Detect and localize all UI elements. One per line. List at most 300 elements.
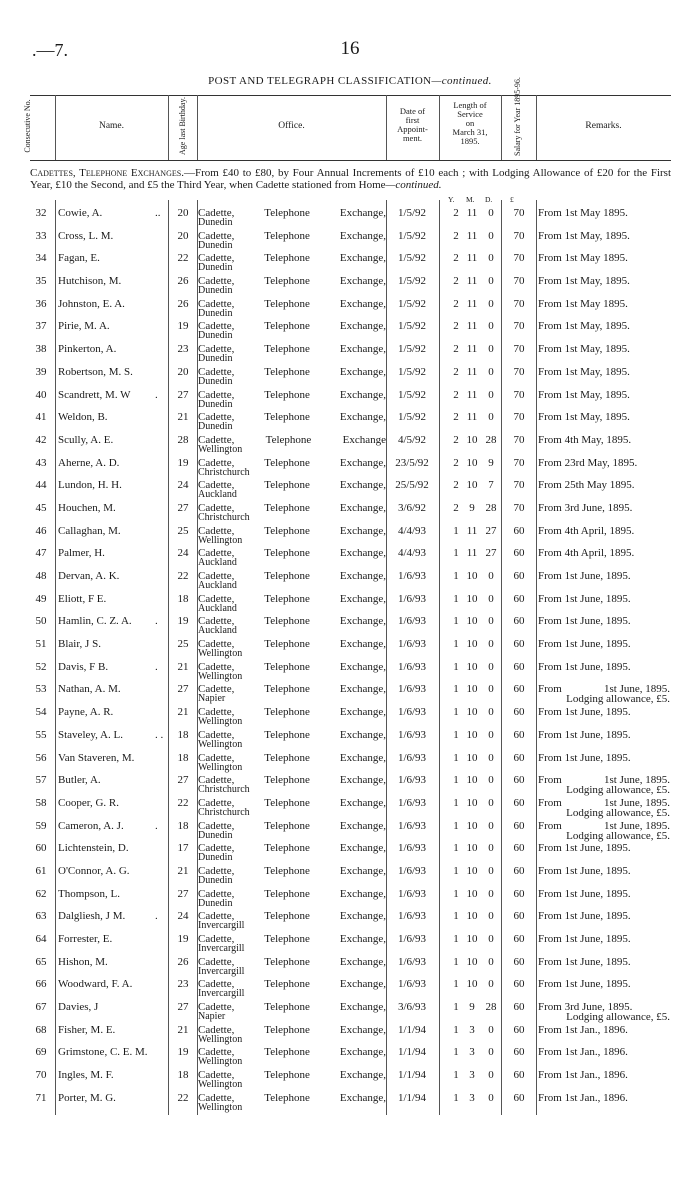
page-number: 16 [340,38,360,59]
row-age: 20 [177,229,189,242]
table-row [30,500,671,523]
row-office-word: Exchange, [339,1023,386,1036]
row-remark-part: From 1st Jan., 1896. [538,1091,628,1104]
row-appointment-date: 23/5/92 [395,456,429,469]
row-salary: 60 [513,706,525,719]
row-remark-part: 1st June, 1895. [604,774,670,787]
row-salary: 70 [513,365,525,378]
row-office-word: Telephone [264,728,310,741]
section-heading: Cadettes, Telephone Exchanges. [30,167,184,179]
row-office-word: Exchange, [339,547,386,560]
row-service-years: 1 [453,1091,459,1104]
row-appointment-date: 1/6/93 [397,887,427,900]
row-salary: 60 [513,524,525,537]
row-service-months: 11 [466,252,478,265]
row-service-months: 10 [466,842,478,855]
row-salary: 70 [513,229,525,242]
row-remark-part: From 25th May 1895. [538,479,635,492]
row-service-months: 10 [466,479,478,492]
row-number: 67 [35,1001,47,1014]
row-salary: 70 [513,320,525,333]
row-service-years: 2 [453,433,459,446]
row-service-days: 27 [485,547,497,560]
row-name: Cameron, A. J. [58,819,124,832]
row-office-word: Telephone [264,819,310,832]
row-number: 39 [35,365,47,378]
header-date-line: Appoint- [397,124,428,134]
row-name: Cooper, G. R. [58,796,119,809]
row-name: Aherne, A. D. [58,456,120,469]
row-office-word: Cadette, [198,320,235,333]
row-salary: 60 [513,1023,525,1036]
row-name: Eliott, F E. [58,592,107,605]
row-remark [538,502,670,514]
row-office [198,638,386,650]
row-office-word: Telephone [264,570,310,582]
row-office [198,434,386,446]
row-name: Ingles, M. F. [58,1069,114,1082]
row-service-years: 2 [453,275,459,288]
row-appointment-date: 4/4/93 [397,524,427,537]
row-service-years: 2 [453,388,459,401]
row-remark-part: From 1st June, 1895. [538,615,631,628]
row-office-word: Cadette, [198,1091,235,1104]
row-number: 71 [35,1091,47,1104]
row-service-months: 11 [466,411,478,424]
row-remark [538,320,670,332]
row-number: 41 [35,411,47,424]
row-service-years: 2 [453,365,459,378]
row-office-word: Cadette, [198,774,235,787]
row-age: 28 [177,433,189,446]
row-office [198,411,386,423]
row-appointment-date: 1/6/93 [397,660,427,673]
unit-days: D. [485,195,493,204]
row-office-place: Wellington [198,1079,243,1091]
row-office [198,1046,386,1058]
row-office-word: Exchange, [339,978,386,991]
row-appointment-date: 1/6/93 [397,706,427,719]
row-remark-part: From 1st May 1895. [538,252,628,265]
row-office-word: Cadette, [198,1001,235,1014]
row-office-word: Telephone [264,842,310,855]
row-number: 68 [35,1023,47,1036]
row-remark [538,797,670,809]
row-service-months: 10 [466,819,478,832]
table-row [30,341,671,364]
row-age: 22 [177,252,189,265]
row-office-word: Exchange, [339,207,386,219]
row-office-place: Dunedin [198,829,233,841]
row-number: 64 [35,933,47,945]
row-office-place: Dunedin [198,398,233,410]
row-salary: 60 [513,1001,525,1014]
row-appointment-date: 1/6/93 [397,728,427,741]
row-office-word: Exchange, [339,320,386,333]
row-office-word: Cadette, [198,456,235,469]
row-office-word: Exchange, [339,638,386,651]
header-remarks: Remarks. [585,121,622,131]
row-service-months: 10 [466,683,478,696]
row-service-years: 2 [453,297,459,310]
row-office-place: Dunedin [198,330,233,342]
table-row [30,591,671,614]
row-name: Dalgliesh, J M. [58,910,126,923]
row-remark [538,1001,670,1013]
row-appointment-date: 1/6/93 [397,638,427,651]
row-number: 48 [35,570,47,582]
row-remark [538,389,670,401]
row-remark [538,752,670,764]
row-age: 27 [177,1001,189,1014]
row-number: 70 [35,1069,47,1082]
section-text: —From £40 to £80, by Four Annual Increments of £10 each ; with Lodging Allowance of £20 for the First Year, £10 the Second, and £5 the Third Year, when Cadette stationed from Home [30,167,672,191]
row-office-word: Telephone [264,1069,310,1082]
row-service-days: 0 [488,388,494,401]
row-service-months: 10 [466,751,478,764]
row-age: 18 [177,751,189,764]
row-remark-part: From 1st May 1895. [538,207,628,219]
row-service-years: 1 [453,547,459,560]
row-remark-part: 1st June, 1895. [604,683,670,696]
table-row [30,750,671,773]
row-salary: 60 [513,683,525,696]
row-name: Dervan, A. K. [58,570,120,582]
row-appointment-date: 1/1/94 [397,1046,427,1059]
row-remark [538,366,670,378]
row-age: 27 [177,683,189,696]
row-name: Woodward, F. A. [58,978,133,991]
row-salary: 70 [513,252,525,265]
table-row [30,387,671,410]
row-office-word: Telephone [264,978,310,991]
table-row [30,999,671,1022]
row-office [198,1069,386,1081]
row-office-word: Exchange, [339,842,386,855]
row-age: 26 [177,275,189,288]
row-office-word: Telephone [264,1046,310,1059]
row-number: 36 [35,297,47,310]
row-remark-part: From 1st June, 1895. [538,706,631,719]
table-row [30,818,671,841]
row-office-place: Christchurch [198,511,250,523]
row-appointment-date: 1/6/93 [397,842,427,855]
section-continued: —continued. [385,179,442,191]
row-office-place: Invercargill [198,988,245,1000]
row-name: Pirie, M. A. [58,320,110,333]
row-age: 22 [177,796,189,809]
row-salary: 60 [513,864,525,877]
row-office [198,230,386,242]
row-office-word: Cadette, [198,638,235,651]
row-age: 19 [177,933,189,945]
row-office-word: Telephone [264,524,310,537]
row-office-word: Telephone [264,592,310,605]
row-remark [538,683,670,695]
row-appointment-date: 1/1/94 [397,1023,427,1036]
row-name: Callaghan, M. [58,524,121,537]
row-remark-part: From 1st June, 1895. [538,728,631,741]
row-name: Blair, J S. [58,638,101,651]
row-appointment-date: 1/5/92 [397,411,427,424]
row-office [198,389,386,401]
table-row [30,772,671,795]
row-office [198,820,386,832]
row-salary: 70 [513,433,525,446]
row-remark-part: From 1st June, 1895. [538,864,631,877]
row-office [198,252,386,264]
row-service-years: 1 [453,1069,459,1082]
row-remark-part: From 1st June, 1895. [538,933,631,945]
row-service-days: 0 [488,252,494,265]
row-service-years: 1 [453,706,459,719]
row-service-days: 0 [488,1046,494,1059]
row-name: Porter, M. G. [58,1091,116,1104]
row-office [198,1024,386,1036]
row-remark-part: From [538,819,562,832]
row-office-place: Dunedin [198,421,233,433]
row-service-days: 0 [488,706,494,719]
row-remark-part: From 1st June, 1895. [538,887,631,900]
row-salary: 60 [513,638,525,651]
table-row [30,908,671,931]
row-office-word: Cadette, [198,275,235,288]
row-office-place: Wellington [198,1101,243,1113]
row-service-years: 1 [453,933,459,945]
row-salary: 60 [513,774,525,787]
row-number: 46 [35,524,47,537]
row-office-place: Auckland [198,580,237,591]
row-number: 65 [35,955,47,968]
row-service-days: 0 [488,955,494,968]
row-number: 62 [35,887,47,900]
row-remark [538,275,670,287]
row-age: 21 [177,1023,189,1036]
row-office-word: Exchange, [339,660,386,673]
row-office-word: Telephone [264,660,310,673]
row-appointment-date: 4/5/92 [397,433,427,446]
row-name: Scully, A. E. [58,433,114,446]
row-salary: 60 [513,910,525,923]
row-remark-part: 1st June, 1895. [604,819,670,832]
row-remark-line2: Lodging allowance, £5. [566,784,670,797]
row-office [198,570,386,582]
table-row [30,863,671,886]
row-office-word: Cadette, [198,524,235,537]
row-age: 17 [177,842,189,855]
row-service-years: 1 [453,864,459,877]
row-appointment-date: 1/1/94 [397,1091,427,1104]
row-number: 66 [35,978,47,991]
row-service-days: 0 [488,275,494,288]
row-salary: 60 [513,955,525,968]
row-office-word: Exchange, [339,887,386,900]
row-age: 21 [177,660,189,673]
row-service-years: 2 [453,320,459,333]
row-office-word: Exchange, [339,1091,386,1104]
row-office [198,207,386,219]
table-row [30,681,671,704]
row-name: Van Staveren, M. [58,751,135,764]
table-row [30,636,671,659]
row-office-word: Exchange, [339,411,386,424]
row-office-word: Cadette, [198,388,235,401]
row-age: 20 [177,365,189,378]
row-office-word: Telephone [264,706,310,719]
row-office-place: Wellington [198,761,243,773]
row-salary: 60 [513,660,525,673]
row-office-word: Cadette, [198,933,235,945]
row-remark-part: From 1st May 1895. [538,297,628,310]
table-row [30,477,671,500]
row-office-word: Telephone [264,751,310,764]
row-salary: 60 [513,1069,525,1082]
row-service-months: 11 [466,207,478,219]
row-remark-part: From 1st June, 1895. [538,570,631,582]
row-service-years: 1 [453,819,459,832]
row-office-place: Wellington [198,534,243,546]
row-appointment-date: 1/5/92 [397,343,427,356]
row-office-word: Cadette, [198,570,235,582]
row-appointment-date: 1/5/92 [397,252,427,265]
row-office-word: Exchange, [339,819,386,832]
row-age: 25 [177,524,189,537]
row-service-years: 1 [453,796,459,809]
row-number: 33 [35,229,47,242]
table-row [30,523,671,546]
row-office-word: Cadette, [198,796,235,809]
row-service-days: 0 [488,864,494,877]
row-name: Payne, A. R. [58,706,114,719]
row-remark [538,820,670,832]
row-office-word: Cadette, [198,1023,235,1036]
row-number: 47 [35,547,47,560]
row-office [198,888,386,900]
row-service-days: 0 [488,728,494,741]
row-office-word: Cadette, [198,978,235,991]
row-service-months: 10 [466,638,478,651]
row-service-days: 0 [488,887,494,900]
row-number: 35 [35,275,47,288]
row-leader-dots: . [155,615,158,628]
row-service-days: 0 [488,615,494,628]
row-name: Davies, J [58,1001,99,1014]
row-office-word: Cadette, [198,706,235,719]
row-service-months: 3 [469,1091,475,1104]
row-remark-part: From 1st June, 1895. [538,751,631,764]
row-remark-part: From 1st May, 1895. [538,275,630,288]
row-service-days: 0 [488,411,494,424]
row-office-word: Cadette, [198,501,235,514]
row-age: 24 [177,547,189,560]
row-service-months: 10 [466,978,478,991]
row-salary: 70 [513,207,525,219]
row-remark [538,1092,670,1104]
row-office-place: Dunedin [198,897,233,909]
row-office-word: Exchange, [339,683,386,696]
header-name: Name. [98,121,125,131]
header-date-line: Date of [399,106,426,116]
header-divider [168,95,169,160]
row-remark [538,411,670,423]
row-office-word: Cadette, [198,229,235,242]
row-service-months: 11 [466,388,478,401]
row-salary: 60 [513,547,525,560]
unit-months: M. [466,195,475,204]
table-row [30,704,671,727]
row-service-years: 1 [453,570,459,582]
row-remark [538,252,670,264]
row-remark [538,298,670,310]
row-service-months: 10 [466,774,478,787]
row-service-months: 10 [466,955,478,968]
row-office-place: Dunedin [198,852,233,864]
row-office [198,978,386,990]
row-leader-dots: . [155,660,158,673]
row-service-months: 10 [466,706,478,719]
table-row [30,659,671,682]
page-title [0,75,700,87]
row-age: 19 [177,615,189,628]
row-office-word: Exchange, [339,1046,386,1059]
table-row [30,840,671,863]
row-office-word: Exchange, [339,751,386,764]
row-appointment-date: 1/6/93 [397,978,427,991]
row-salary: 60 [513,1091,525,1104]
row-remark [538,547,670,559]
row-office-place: Dunedin [198,239,233,251]
row-appointment-date: 1/6/93 [397,615,427,628]
row-number: 59 [35,819,47,832]
row-salary: 70 [513,479,525,492]
row-office-place: Dunedin [198,874,233,886]
row-office-word: Exchange, [339,774,386,787]
row-office-place: Dunedin [198,353,233,365]
row-remark-part: From 1st May, 1895. [538,343,630,356]
row-salary: 60 [513,615,525,628]
header-service-line: March 31, [452,127,488,137]
row-salary: 60 [513,933,525,945]
row-office-word: Telephone [264,1023,310,1036]
row-salary: 70 [513,501,525,514]
row-service-days: 0 [488,592,494,605]
row-service-days: 0 [488,1023,494,1036]
row-service-days: 0 [488,660,494,673]
table-row [30,954,671,977]
row-office-word: Cadette, [198,365,235,378]
row-office-place: Wellington [198,1033,243,1045]
row-office-word: Cadette, [198,615,235,628]
row-salary: 60 [513,842,525,855]
row-office-word: Exchange, [339,955,386,968]
row-service-months: 10 [466,615,478,628]
row-office-word: Exchange, [339,615,386,628]
row-office-word: Cadette, [198,479,235,492]
row-remark [538,230,670,242]
row-age: 23 [177,343,189,356]
row-salary: 60 [513,978,525,991]
row-office-place: Wellington [198,738,243,750]
row-office-word: Telephone [264,479,310,492]
header-bottom-rule [30,160,671,161]
row-remark-part: From 1st June, 1895. [538,910,631,923]
row-appointment-date: 4/4/93 [397,547,427,560]
row-salary: 60 [513,728,525,741]
row-service-years: 1 [453,751,459,764]
row-name: Weldon, B. [58,411,108,424]
row-name: Grimstone, C. E. M. [58,1046,148,1059]
row-service-years: 2 [453,207,459,219]
